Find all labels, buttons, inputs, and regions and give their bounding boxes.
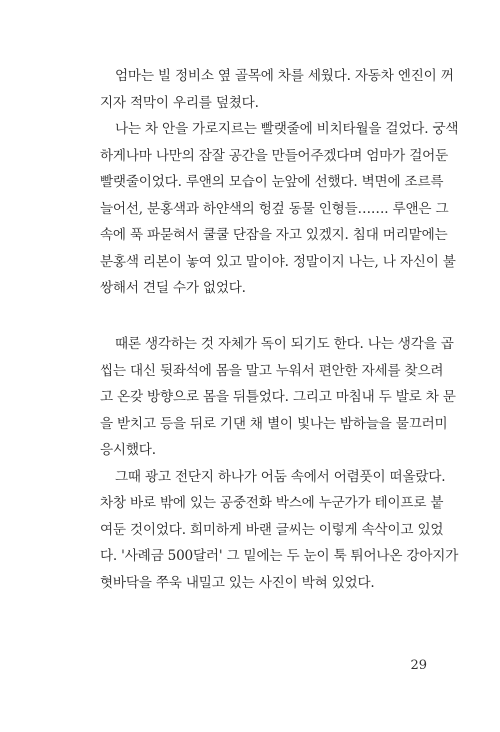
text-line: 하게나마 나만의 잠잘 공간을 만들어주겠다며 엄마가 걸어둔 <box>100 147 449 164</box>
text-line: 늘어선, 분홍색과 하얀색의 헝겊 동물 인형들……. 루앤은 그 <box>100 200 449 217</box>
text-line: 씹는 대신 뒷좌석에 몸을 말고 누워서 편안한 자세를 찾으려 <box>100 362 444 379</box>
text-line: 지자 적막이 우리를 덮쳤다. <box>100 94 259 111</box>
text-line: 여둔 것이었다. 희미하게 바랜 글씨는 이렇게 속삭이고 있었 <box>100 521 444 538</box>
text-line: 엄마는 빌 정비소 옆 골목에 차를 세웠다. 자동차 엔진이 꺼 <box>115 68 454 84</box>
paragraph <box>100 464 459 597</box>
text-line: 응시했다. <box>100 442 156 458</box>
text-line: 나는 차 안을 가로지르는 빨랫줄에 비치타월을 걸었다. 궁색 <box>115 121 459 137</box>
paragraph <box>100 331 456 464</box>
text-line: 빨랫줄이었다. 루앤의 모습이 눈앞에 선했다. 벽면에 조르륵 <box>100 174 444 190</box>
paragraph <box>100 63 454 116</box>
text-line: 그때 광고 전단지 하나가 어둠 속에서 어렴풋이 떠올랐다. <box>115 468 446 485</box>
paragraph <box>100 116 459 302</box>
text-line: 때론 생각하는 것 자체가 독이 되기도 한다. 나는 생각을 곱 <box>115 336 454 352</box>
text-line: 다. '사례금 500달러' 그 밑에는 두 눈이 툭 튀어나온 강아지가 <box>100 548 459 564</box>
text-section-1 <box>100 63 459 302</box>
text-line: 쌍해서 견딜 수가 없었다. <box>100 280 246 296</box>
text-line: 혓바닥을 쭈욱 내밀고 있는 사진이 박혀 있었다. <box>100 574 375 591</box>
page-number: 29 <box>410 658 427 673</box>
text-section-2 <box>100 331 459 596</box>
text-line: 차창 바로 밖에 있는 공중전화 박스에 누군가가 테이프로 붙 <box>100 495 444 511</box>
text-line: 속에 푹 파묻혀서 쿨쿨 단잠을 자고 있겠지. 침대 머리맡에는 <box>100 227 448 243</box>
text-line: 고 온갖 방향으로 몸을 뒤틀었다. 그리고 마침내 두 발로 차 문 <box>100 389 456 405</box>
text-line: 을 받치고 등을 뒤로 기댄 채 별이 빛나는 밤하늘을 물끄러미 <box>100 415 448 432</box>
text-line: 분홍색 리본이 놓여 있고 말이야. 정말이지 나는, 나 자신이 불 <box>100 253 456 270</box>
